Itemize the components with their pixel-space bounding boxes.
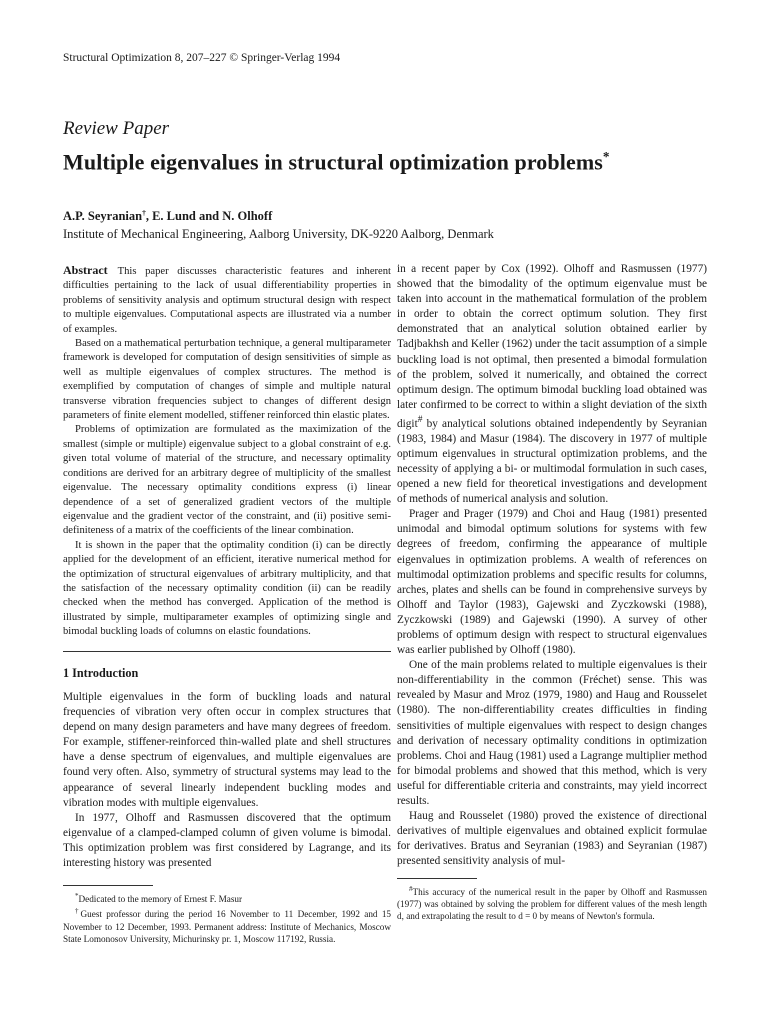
abstract-paragraph-4: It is shown in the paper that the optimality condition (i) can be directly applied for the development of an efficient, iterative numerical method for the optimization of structural eigenvalues of arbitrary multiplicity, and that the satisfaction of the necessary optimality condition (ii) can be readily checked when the method has converged. Application of the method is illustrated by simple, multiparameter examples of optimizing single and bimodal buckling loads of columns on elastic foundations.	[63, 539, 391, 638]
author-list	[63, 208, 272, 224]
journal-line: Structural Optimization 8, 207–227 © Springer-Verlag 1994	[63, 52, 341, 64]
footnote-dedication-text: Dedicated to the memory of Ernest F. Masur	[78, 894, 243, 905]
title-footnote-mark: *	[602, 149, 610, 164]
footnote-divider	[63, 885, 153, 886]
author-first: A.P. Seyranian	[63, 209, 143, 224]
left-column	[63, 263, 391, 945]
introduction-heading: 1 Introduction	[63, 665, 139, 680]
abstract-divider	[63, 651, 391, 652]
abstract-paragraph-3: Problems of optimization are formulated as the maximization of the smallest (simple or multiple) eigenvalue subject to a global constraint of e.g. given total volume of material of the structure, and necessary optimality conditions are derived for an arbitrary degree of multiplicity of the smallest eigenvalue. The necessary optimality conditions express (i) linear dependence of a set of generalized gradient vectors of the multiple eigenvalue and the gradient vector of the constraint, and (ii) positive semi-definiteness of a matrix of the coefficients of the linear combination.	[63, 424, 391, 537]
footnote-accuracy-text: This accuracy of the numerical result in the paper by Olhoff and Rasmussen (1977) was obtained by solving the problem for different values of the mesh length d, and extrapolating the result to d = 0 by means of Newton's formula.	[397, 886, 707, 921]
abstract-heading: Abstract	[63, 263, 108, 277]
body-paragraph-1-start: in a recent paper by Cox (1992). Olhoff and Rasmussen (1977) showed that the bimodality of the optimum eigenvalue must be taken into account in the mathematical formulation of the problem in order to obtain the correct optimum solution. They first demonstrated that an analytical solution obtained earlier by Tadjbakhsh and Keller (1962) under the tacit assumption of a simple buckling load is not optimal, then presented a bimodal formulation of the problem, solved it numerically, and obtained the correct optimum design. The optimum bimodal buckling load obtained was later confirmed to be correct to within a slight deviation of the sixth digit	[397, 263, 707, 430]
right-column	[397, 262, 707, 922]
paper-title	[63, 149, 610, 175]
body-paragraph-3: One of the main problems related to multiple eigenvalues is their non-differentiability in the common (Fréchet) sense. This was revealed by Masur and Mroz (1979, 1980) and Haug and Rousselet (1980). The non-differentiability creates difficulties in finding sensitivities of multiple eigenvalues with respect to design changes and derivation of necessary optimality conditions in optimization problems. Choi and Haug (1981) used a Lagrange multiplier method for bimodal problems and showed that this method, which is very useful for differentiable criteria and constraints, may yield incorrect results.	[397, 659, 707, 808]
author-rest: , E. Lund and N. Olhoff	[145, 209, 273, 224]
footnote-dedication	[63, 890, 391, 905]
abstract-text-1: This paper discusses characteristic features and inherent difficulties pertaining to the lack of usual differentiability properties in problems of sensitivity analysis and optimum structural design with respect to multiple eigenvalues. Computational aspects are illustrated via a number of examples.	[63, 266, 391, 335]
introduction-paragraph-1: Multiple eigenvalues in the form of buckling loads and natural frequencies of vibration very often occur in complex structures that depend on many design parameters and have many degrees of freedom. For example, stiffener-reinforced thin-walled plate and shell structures have a dense spectrum of eigenvalues, and multiple eigenvalues are found very often. Also, symmetry of structural systems may lead to the appearance of several linearly independent buckling modes and vibration modes with multiple eigenvalues.	[63, 690, 391, 809]
footnote-accuracy	[397, 883, 707, 923]
body-paragraph-4: Haug and Rousselet (1980) proved the existence of directional derivatives of multiple eigenvalues and obtained explicit formulae for derivatives. Bratus and Seyranian (1983) and Seyranian (1987) presented sensitivity analysis of mul-	[397, 810, 707, 868]
footnote-mark-dagger: †	[75, 907, 81, 916]
abstract-paragraph-1	[63, 263, 391, 337]
body-paragraph-1-end: by analytical solutions obtained independently by Seyranian (1983, 1984) and Masur (1984). The discovery in 1977 of multiple optimum eigenvalues in structural optimization problems, and the necessity of applying a bi- or multimodal formulation in such cases, opened a new field for theoretical investigations and development of methods of numerical analysis and solution.	[397, 417, 707, 506]
body-paragraph-2: Prager and Prager (1979) and Choi and Haug (1981) presented unimodal and bimodal optimum solutions for systems with few degrees of freedom, confirming the appearance of multiple eigenvalues in optimization problems. A wealth of references on multimodal optimization problems and specific results for columns, arches, plates and shells can be found in comprehensive surveys by Olhoff and Taylor (1983), Gajewski and Zyczkowski (1988), Zyczkowski (1989) and Gajewski (1990). A survey of other problems of optimum design with respect to structural eigenvalues was earlier published by Olhoff (1980).	[397, 508, 707, 657]
body-paragraph-1	[397, 262, 707, 507]
abstract-paragraph-2: Based on a mathematical perturbation technique, a general multiparameter framework is developed for computation of design sensitivities of simple as well as multiple eigenvalues of complex structures. The method is exemplified by computation of changes of simple and multiple natural transverse vibration frequencies subject to changes of different design parameters of finite element modelled, stiffener reinforced thin elastic plates.	[63, 338, 391, 422]
introduction-paragraph-2: In 1977, Olhoff and Rasmussen discovered that the optimum eigenvalue of a clamped-clamped column of given volume is bimodal. This optimization problem was first considered by Lagrange, and its interesting history was presented	[63, 811, 391, 869]
author-footnote-mark: †	[142, 208, 146, 217]
paper-kind: Review Paper	[63, 118, 170, 139]
footnote-guest-text: Guest professor during the period 16 November to 11 December, 1992 and 15 November to 12 December, 1993. Permanent address: Institute of Mechanics, Moscow State Lomonosov University, Michurinsky pr. 1, Moscow 117192, Russia.	[63, 909, 392, 944]
footnote-mark-star: *	[75, 892, 79, 901]
footnote-divider-right	[397, 878, 477, 879]
footnote-mark-hash-bottom: #	[409, 884, 413, 893]
affiliation: Institute of Mechanical Engineering, Aalborg University, DK-9220 Aalborg, Denmark	[63, 227, 494, 241]
title-text: Multiple eigenvalues in structural optimization problems	[63, 149, 603, 175]
footnote-guest-professor	[63, 905, 391, 945]
introduction-section	[63, 666, 391, 872]
footnote-mark-hash: #	[417, 414, 423, 425]
